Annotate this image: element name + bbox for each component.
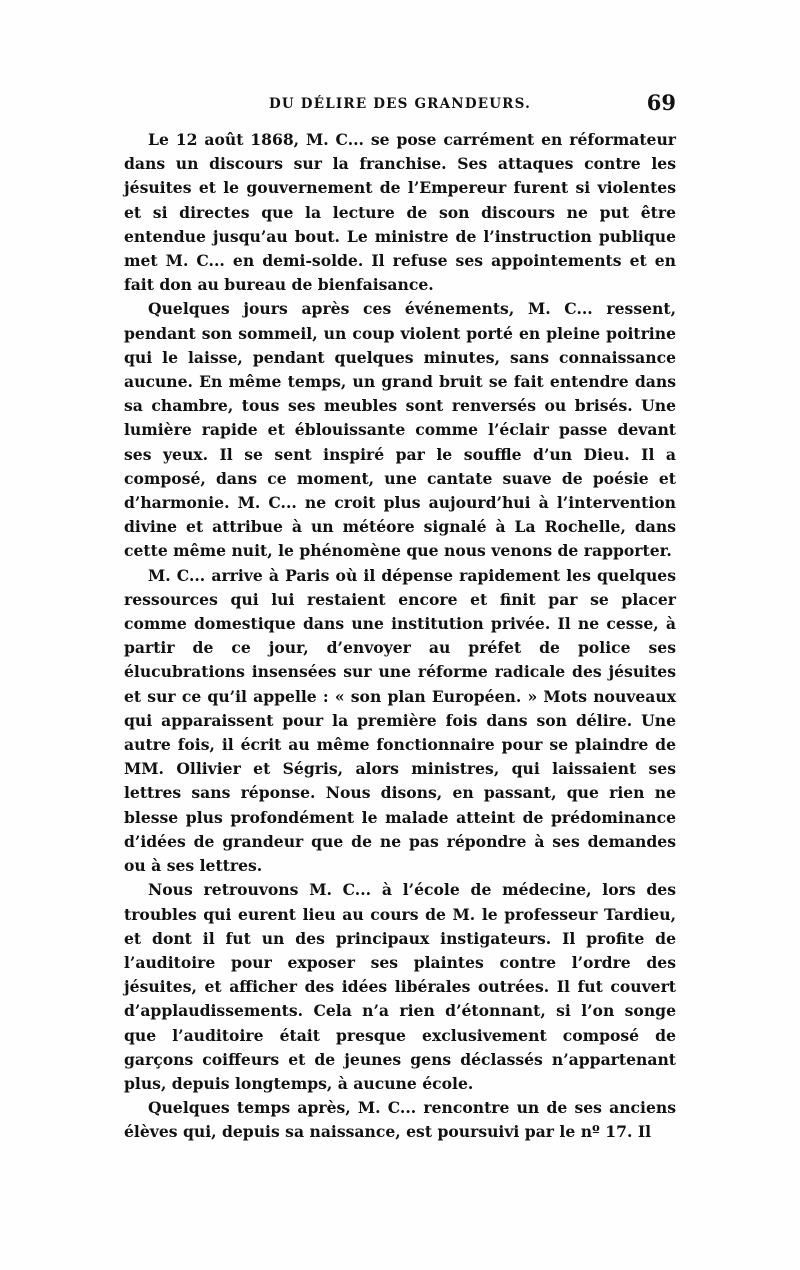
paragraph: Quelques temps après, M. C... rencontre un de ses anciens élèves qui, depuis sa naissance, est poursuivi par le nº 17. Il <box>124 1098 676 1142</box>
paragraph: Le 12 août 1868, M. C... se pose carrément en réformateur dans un discours sur la franchise. Ses attaques contre les jésuites et le gouvernement de l’Empereur furent si violentes et si directes que la lecture de son discours ne put être entendue jusqu’au bout. Le ministre de l’instruction publique met M. C... en demi-solde. Il refuse ses appointements et en fait don au bureau de bienfaisance. <box>124 130 676 295</box>
page-number: 69 <box>646 90 676 115</box>
running-title: DU DÉLIRE DES GRANDEURS. <box>269 96 531 112</box>
running-head <box>124 92 676 122</box>
paragraph: M. C... arrive à Paris où il dépense rapidement les quelques ressources qui lui restaient encore et finit par se placer comme domestique dans une institution privée. Il ne cesse, à partir de ce jour, d’envoyer au préfet de police ses élucubrations insensées sur une réforme radicale des jésuites et sur ce qu’il appelle : « son plan Européen. » Mots nouveaux qui apparaissent pour la première fois dans son délire. Une autre fois, il écrit au même fonctionnaire pour se plaindre de MM. Ollivier et Ségris, alors ministres, qui laissaient ses lettres sans réponse. Nous disons, en passant, que rien ne blesse plus profondément le malade atteint de prédominance d’idées de grandeur que de ne pas répondre à ses demandes ou à ses lettres. <box>124 565 676 876</box>
paragraph: Quelques jours après ces événements, M. C... ressent, pendant son sommeil, un coup violent porté en pleine poitrine qui le laisse, pendant quelques minutes, sans connaissance aucune. En même temps, un grand bruit se fait entendre dans sa chambre, tous ses meubles sont renversés ou brisés. Une lumière rapide et éblouissante comme l’éclair passe devant ses yeux. Il se sent inspiré par le souffle d’un Dieu. Il a composé, dans ce moment, une cantate suave de poésie et d’harmonie. M. C... ne croit plus aujourd’hui à l’intervention divine et attribue à un météore signalé à La Rochelle, dans cette même nuit, le phénomène que nous venons de rapporter. <box>124 299 676 561</box>
body-text <box>124 128 676 1145</box>
paragraph: Nous retrouvons M. C... à l’école de médecine, lors des troubles qui eurent lieu au cours de M. le professeur Tardieu, et dont il fut un des principaux instigateurs. Il profite de l’auditoire pour exposer ses plaintes contre l’ordre des jésuites, et afficher des idées libérales outrées. Il fut couvert d’applaudissements. Cela n’a rien d’étonnant, si l’on songe que l’auditoire était presque exclusivement composé de garçons coiffeurs et de jeunes gens déclassés n’appartenant plus, depuis longtemps, à aucune école. <box>124 880 676 1093</box>
